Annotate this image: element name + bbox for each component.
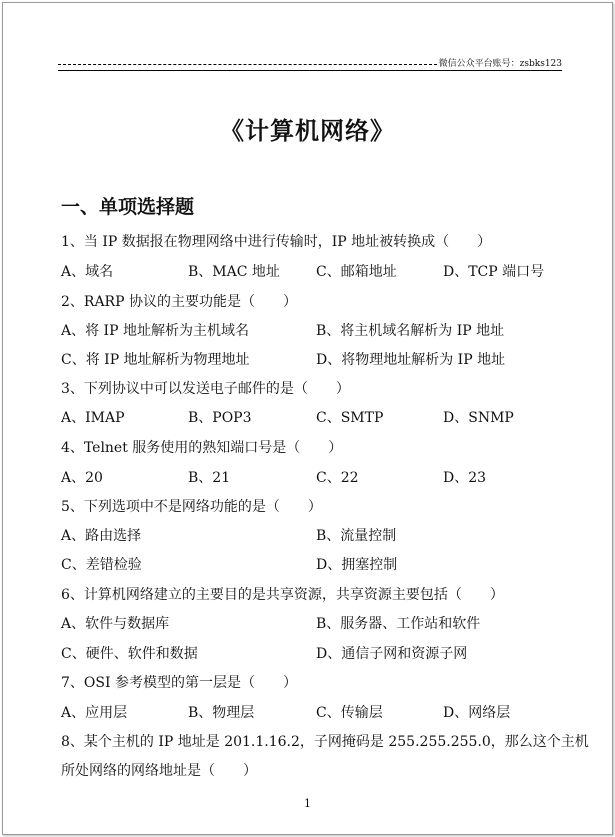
option-b: B、流量控制 [316,528,397,544]
option-c: C、传输层 [316,705,383,721]
header-account-text: 微信公众平台账号：zsbks123 [438,59,562,69]
header-dashed-rule [58,64,437,65]
option-b: B、21 [188,470,231,486]
question-stem: 8、某个主机的 IP 地址是 201.1.16.2，子网掩码是 255.255.255.0，那么这个主机 [61,734,589,750]
option-b: B、物理层 [188,705,255,721]
question-stem: 3、下列协议中可以发送电子邮件的是（ ） [61,381,350,397]
document-title: 《计算机网络》 [220,116,395,145]
option-d: D、拥塞控制 [316,557,398,573]
question-stem: 6、计算机网络建立的主要目的是共享资源，共享资源主要包括（ ） [61,587,504,603]
option-d: D、通信子网和资源子网 [316,646,468,662]
option-a: A、应用层 [61,705,128,721]
option-a: A、IMAP [61,410,125,426]
question-stem: 2、RARP 协议的主要功能是（ ） [61,294,297,310]
option-b: B、MAC 地址 [188,264,280,280]
option-d: D、23 [443,470,487,486]
option-c: C、差错检验 [61,557,142,573]
option-c: C、将 IP 地址解析为物理地址 [61,352,250,368]
option-d: D、将物理地址解析为 IP 地址 [316,352,506,368]
question-stem: 4、Telnet 服务使用的熟知端口号是（ ） [61,440,343,456]
option-b: B、服务器、工作站和软件 [316,616,481,632]
page-header [58,52,562,71]
option-a: A、20 [61,470,103,486]
question-stem: 7、OSI 参考模型的第一层是（ ） [61,675,297,691]
question-stem-continued: 所处网络的网络地址是（ ） [61,763,257,779]
option-c: C、硬件、软件和数据 [61,646,198,662]
page-number: 1 [304,797,311,810]
option-a: A、软件与数据库 [61,616,170,632]
option-c: C、邮箱地址 [316,264,397,280]
option-d: D、网络层 [443,705,511,721]
option-b: B、将主机域名解析为 IP 地址 [316,323,505,339]
option-d: D、SNMP [443,410,514,426]
option-a: A、将 IP 地址解析为主机域名 [61,323,249,339]
option-a: A、域名 [61,264,114,280]
option-b: B、POP3 [188,410,252,426]
question-stem: 1、当 IP 数据报在物理网络中进行传输时，IP 地址被转换成（ ） [61,234,492,250]
question-stem: 5、下列选项中不是网络功能的是（ ） [61,499,322,515]
option-c: C、22 [316,470,359,486]
option-d: D、TCP 端口号 [443,264,545,280]
option-a: A、路由选择 [61,528,142,544]
section-heading: 一、单项选择题 [61,196,195,218]
option-c: C、SMTP [316,410,384,426]
